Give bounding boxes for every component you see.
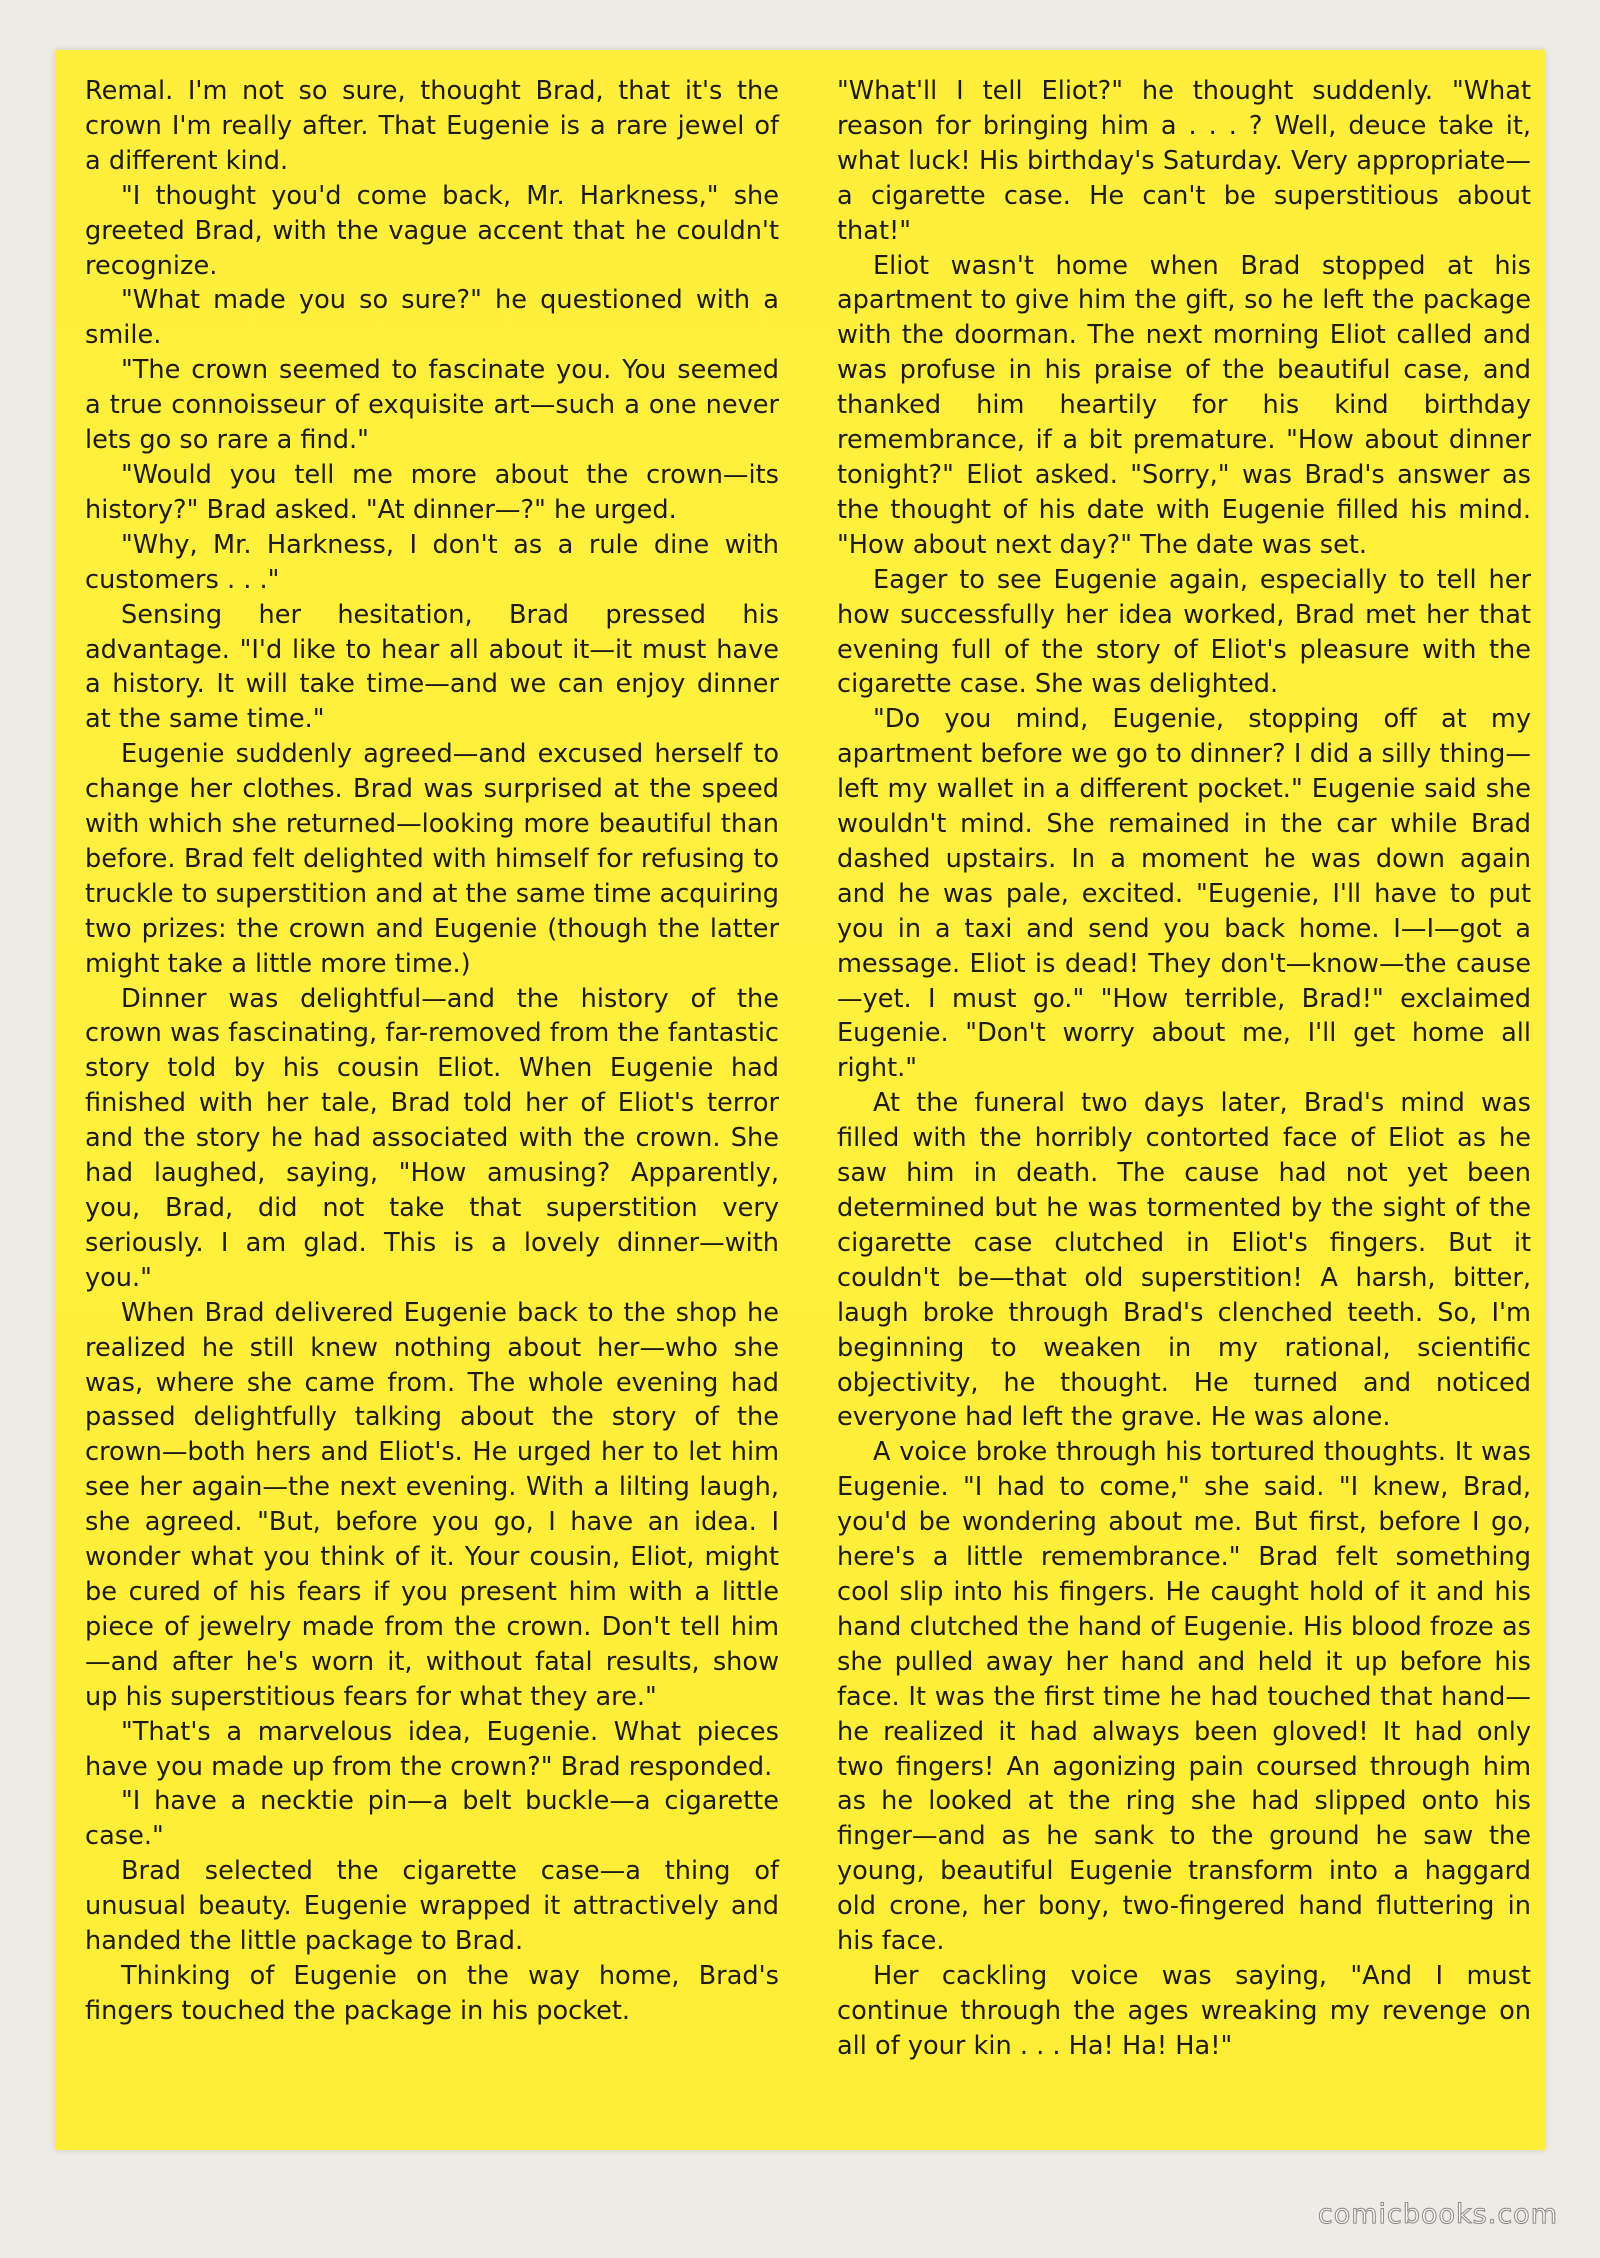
paragraph: "The crown seemed to fascinate you. You seemed a true connoisseur of exquisite art—such a one never lets go so rare a find." [85,355,779,456]
right-column [837,74,1531,2064]
paragraph: Dinner was delightful—and the history of the crown was fascinating, far-removed from the fantastic story told by his cousin Eliot. When Eugenie had finished with her tale, Brad told her of Eliot's terror and the story he had associated with the crown. She had laughed, saying, "How amusing? Apparently, you, Brad, did not take that superstition very seriously. I am glad. This is a lovely dinner—with you." [85,983,779,1293]
paragraph: "Why, Mr. Harkness, I don't as a rule dine with customers . . ." [85,529,779,595]
site-watermark: comicbooks.com [1317,2199,1558,2230]
paragraph: Remal. I'm not so sure, thought Brad, that it's the crown I'm really after. That Eugenie is a rare jewel of a different kind. [85,76,779,176]
text-panel [55,50,1545,2150]
paragraph: "Do you mind, Eugenie, stopping off at my apartment before we go to dinner? I did a silly thing—left my wallet in a different pocket." Eugenie said she wouldn't mind. She remained in the car while Brad dashed upstairs. In a moment he was down again and he was pale, excited. "Eugenie, I'll have to put you in a taxi and send you back home. I—I—got a message. Eliot is dead! They don't—know—the cause—yet. I must go." "How terrible, Brad!" exclaimed Eugenie. "Don't worry about me, I'll get home all right." [837,704,1531,1084]
paragraph: Her cackling voice was saying, "And I must continue through the ages wreaking my revenge on all of your kin . . . Ha! Ha! Ha!" [837,1960,1531,2061]
paragraph: "What'll I tell Eliot?" he thought suddenly. "What reason for bringing him a . . . ? Well, deuce take it, what luck! His birthday's Saturday. Very appropriate—a cigarette case. He can't be superstitious about that!" [837,76,1531,246]
paragraph: A voice broke through his tortured thoughts. It was Eugenie. "I had to come," she said. "I knew, Brad, you'd be wondering about me. But first, before I go, here's a little remembrance." Brad felt something cool slip into his fingers. He caught hold of it and his hand clutched the hand of Eugenie. His blood froze as she pulled away her hand and held it up before his face. It was the first time he had touched that hand—he realized it had always been gloved! It had only two fingers! An agonizing pain coursed through him as he looked at the ring she had slipped onto his finger—and as he sank to the ground he saw the young, beautiful Eugenie transform into a haggard old crone, her bony, two-fingered hand fluttering in his face. [837,1437,1531,1957]
paragraph: Eager to see Eugenie again, especially to tell her how successfully her idea worked, Brad met her that evening full of the story of Eliot's pleasure with the cigarette case. She was delighted. [837,564,1531,700]
paragraph: At the funeral two days later, Brad's mind was filled with the horribly contorted face of Eliot as he saw him in death. The cause had not yet been determined but he was tormented by the sight of the cigarette case clutched in Eliot's fingers. But it couldn't be—that old superstition! A harsh, bitter, laugh broke through Brad's clenched teeth. So, I'm beginning to weaken in my rational, scientific objectivity, he thought. He turned and noticed everyone had left the grave. He was alone. [837,1088,1531,1433]
paragraph: Eliot wasn't home when Brad stopped at his apartment to give him the gift, so he left the package with the doorman. The next morning Eliot called and was profuse in his praise of the beautiful case, and thanked him heartily for his kind birthday remembrance, if a bit premature. "How about dinner tonight?" Eliot asked. "Sorry," was Brad's answer as the thought of his date with Eugenie filled his mind. "How about next day?" The date was set. [837,250,1531,560]
paragraph: "What made you so sure?" he questioned with a smile. [85,285,779,351]
paragraph: When Brad delivered Eugenie back to the shop he realized he still knew nothing about her—who she was, where she came from. The whole evening had passed delightfully talking about the story of the crown—both hers and Eliot's. He urged her to let him see her again—the next evening. With a lilting laugh, she agreed. "But, before you go, I have an idea. I wonder what you think of it. Your cousin, Eliot, might be cured of his fears if you present him with a little piece of jewelry made from the crown. Don't tell him—and after he's worn it, without fatal results, show up his superstitious fears for what they are." [85,1297,779,1712]
paragraph: Thinking of Eugenie on the way home, Brad's fingers touched the package in his pocket. [85,1960,779,2026]
paragraph: Brad selected the cigarette case—a thing of unusual beauty. Eugenie wrapped it attractively and handed the little package to Brad. [85,1856,779,1957]
left-column [85,74,779,2029]
paragraph: "That's a marvelous idea, Eugenie. What pieces have you made up from the crown?" Brad responded. [85,1716,779,1782]
paragraph: "I have a necktie pin—a belt buckle—a cigarette case." [85,1786,779,1852]
paragraph: "I thought you'd come back, Mr. Harkness," she greeted Brad, with the vague accent that he couldn't recognize. [85,180,779,281]
paragraph: Eugenie suddenly agreed—and excused herself to change her clothes. Brad was surprised at the speed with which she returned—looking more beautiful than before. Brad felt delighted with himself for refusing to truckle to superstition and at the same time acquiring two prizes: the crown and Eugenie (though the latter might take a little more time.) [85,739,779,979]
paragraph: "Would you tell me more about the crown—its history?" Brad asked. "At dinner—?" he urged. [85,459,779,525]
paragraph: Sensing her hesitation, Brad pressed his advantage. "I'd like to hear all about it—it must have a history. It will take time—and we can enjoy dinner at the same time." [85,599,779,735]
